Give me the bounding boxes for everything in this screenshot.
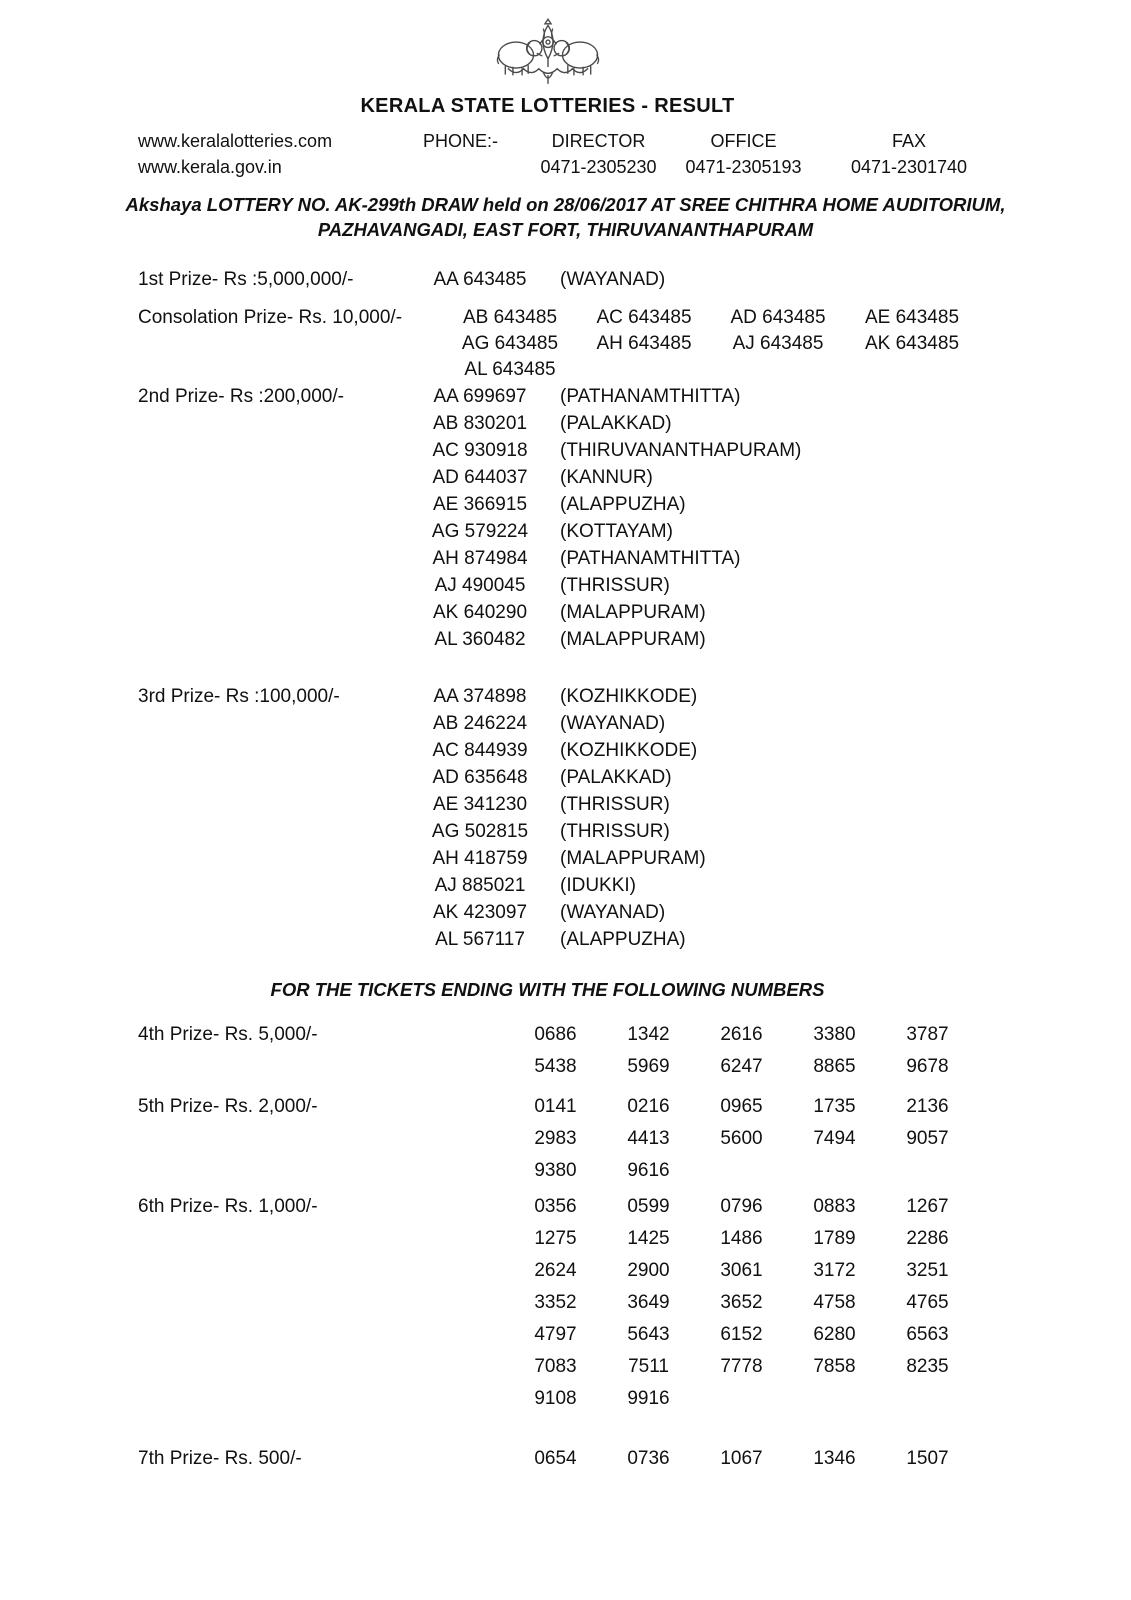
winner-location: (PALAKKAD) [560,767,672,788]
consolation-ticket: AH 643485 [596,333,692,354]
director-label: DIRECTOR [551,131,646,151]
ending-number: 6247 [720,1056,763,1077]
ending-number: 0654 [534,1448,577,1469]
third-prize-section [138,683,1131,953]
ending-number: 3352 [534,1292,577,1313]
ending-number: 6563 [906,1324,949,1345]
winner-row [420,464,801,491]
winner-ticket: AL 360482 [434,629,526,650]
seventh-prize-numbers [509,1443,974,1475]
ending-number: 4413 [627,1128,670,1149]
ending-number: 1267 [906,1196,949,1217]
ending-number: 2286 [906,1228,949,1249]
winner-row [420,683,706,710]
ending-number: 1486 [720,1228,763,1249]
ending-number: 9108 [534,1388,577,1409]
ending-number: 2136 [906,1096,949,1117]
draw-info-line1: Akshaya LOTTERY NO. AK-299th DRAW held on 28/06/2017 AT SREE CHITHRA HOME AUDITORIUM, [125,194,1006,215]
ending-number: 1342 [627,1024,670,1045]
winner-location: (KANNUR) [560,467,653,488]
ending-number: 0883 [813,1196,856,1217]
winner-ticket: AD 644037 [432,467,528,488]
winner-row [420,545,801,572]
seventh-prize-section [138,1443,1131,1475]
first-prize-location: (WAYANAD) [560,269,666,290]
winner-location: (KOZHIKKODE) [560,686,698,707]
winner-ticket: AG 502815 [431,821,529,842]
ending-number: 6280 [813,1324,856,1345]
ending-number: 3172 [813,1260,856,1281]
first-prize-row [138,266,1131,293]
winner-ticket: AA 699697 [433,386,527,407]
page-title: KERALA STATE LOTTERIES - RESULT [360,95,735,117]
ending-number: 2900 [627,1260,670,1281]
winner-ticket: AC 930918 [432,440,528,461]
winner-row [420,572,801,599]
ending-number: 2616 [720,1024,763,1045]
fax-phone: 0471-2301740 [850,157,968,177]
draw-info-line2: PAZHAVANGADI, EAST FORT, THIRUVANANTHAPURAM [317,219,814,240]
ending-number: 3652 [720,1292,763,1313]
winner-location: (MALAPPURAM) [560,602,706,623]
consolation-ticket: AG 643485 [461,333,559,354]
third-prize-label: 3rd Prize- Rs :100,000/- [138,686,340,707]
winner-row [420,791,706,818]
consolation-ticket: AJ 643485 [732,333,824,354]
website-url-2: www.kerala.gov.in [138,157,282,177]
ending-number: 3787 [906,1024,949,1045]
ending-numbers-header: FOR THE TICKETS ENDING WITH THE FOLLOWING NUMBERS [270,979,825,1000]
fifth-prize-label: 5th Prize- Rs. 2,000/- [138,1096,318,1117]
winner-location: (PATHANAMTHITTA) [560,548,741,569]
ending-number: 2624 [534,1260,577,1281]
center-capital-shape [542,19,553,66]
winner-row [420,437,801,464]
consolation-ticket: AE 643485 [864,307,960,328]
ending-number: 5600 [720,1128,763,1149]
winner-location: (WAYANAD) [560,713,666,734]
director-phone: 0471-2305230 [540,157,657,177]
winner-ticket: AB 830201 [432,413,528,434]
sixth-prize-numbers [509,1191,974,1415]
consolation-tickets [443,305,979,383]
second-prize-label: 2nd Prize- Rs :200,000/- [138,386,344,407]
base-garland-shape [508,69,587,83]
winner-ticket: AD 635648 [432,767,528,788]
ending-number: 4758 [813,1292,856,1313]
ending-number: 9678 [906,1056,949,1077]
winner-location: (THRISSUR) [560,821,670,842]
winner-location: (PALAKKAD) [560,413,672,434]
ending-number: 0141 [534,1096,577,1117]
document-header [0,14,1131,118]
ending-number: 9916 [627,1388,670,1409]
winner-ticket: AH 418759 [432,848,528,869]
winner-location: (ALAPPUZHA) [560,929,686,950]
winner-ticket: AE 341230 [432,794,528,815]
winner-location: (THRISSUR) [560,794,670,815]
contact-spacer [423,154,536,180]
consolation-prize-section [138,305,1131,383]
website-url-1: www.keralalotteries.com [138,131,333,151]
winner-row [420,491,801,518]
ending-number: 3649 [627,1292,670,1313]
winner-row [420,737,706,764]
kerala-state-emblem-icon [487,14,609,90]
winner-ticket: AA 374898 [433,686,527,707]
winner-ticket: AL 567117 [435,929,525,950]
ending-number: 0599 [627,1196,670,1217]
ending-number: 1346 [813,1448,856,1469]
winner-location: (THIRUVANANTHAPURAM) [560,440,802,461]
ending-number: 4797 [534,1324,577,1345]
ending-number: 6152 [720,1324,763,1345]
fax-label: FAX [891,131,926,151]
ending-number: 7494 [813,1128,856,1149]
second-prize-winners [420,383,801,653]
ending-number: 0736 [627,1448,670,1469]
winner-row [420,410,801,437]
office-label: OFFICE [710,131,777,151]
consolation-prize-label: Consolation Prize- Rs. 10,000/- [138,307,403,328]
fourth-prize-label: 4th Prize- Rs. 5,000/- [138,1024,318,1045]
winner-row [420,518,801,545]
ending-number: 8865 [813,1056,856,1077]
third-prize-winners [420,683,706,953]
winner-location: (IDUKKI) [560,875,636,896]
winner-location: (MALAPPURAM) [560,848,706,869]
winner-row [420,872,706,899]
winner-row [420,899,706,926]
ending-number: 4765 [906,1292,949,1313]
ending-number: 5643 [627,1324,670,1345]
ending-number: 9380 [534,1160,577,1181]
ending-number: 0965 [720,1096,763,1117]
ending-number: 1789 [813,1228,856,1249]
winner-row [420,845,706,872]
winner-ticket: AK 640290 [432,602,528,623]
ending-number: 1275 [534,1228,577,1249]
ending-number: 1067 [720,1448,763,1469]
ending-number: 7858 [813,1356,856,1377]
consolation-ticket: AC 643485 [596,307,692,328]
winner-location: (WAYANAD) [560,902,666,923]
winner-row [420,626,801,653]
contact-info [138,128,1131,180]
fifth-prize-section [138,1091,1131,1187]
ending-number: 7083 [534,1356,577,1377]
winner-location: (KOZHIKKODE) [560,740,698,761]
left-elephant-shape [497,29,544,75]
ending-number: 3380 [813,1024,856,1045]
seventh-prize-label: 7th Prize- Rs. 500/- [138,1448,302,1469]
winner-ticket: AE 366915 [432,494,528,515]
draw-info [0,192,1131,242]
ending-number: 3061 [720,1260,763,1281]
winner-location: (PATHANAMTHITTA) [560,386,741,407]
winner-row [420,599,801,626]
ending-number: 5969 [627,1056,670,1077]
right-elephant-shape [551,29,598,75]
winner-ticket: AJ 490045 [434,575,526,596]
ending-number: 9616 [627,1160,670,1181]
first-prize-label: 1st Prize- Rs :5,000,000/- [138,269,354,290]
ending-number: 8235 [906,1356,949,1377]
winner-row [420,818,706,845]
winner-ticket: AB 246224 [432,713,528,734]
winner-ticket: AK 423097 [432,902,528,923]
consolation-ticket: AK 643485 [864,333,960,354]
first-prize-ticket: AA 643485 [433,269,527,290]
winner-ticket: AH 874984 [432,548,528,569]
sixth-prize-section [138,1191,1131,1415]
consolation-ticket: AL 643485 [464,359,556,380]
fourth-prize-numbers [509,1019,974,1083]
ending-number: 0796 [720,1196,763,1217]
winner-row [420,383,801,410]
ending-number: 0216 [627,1096,670,1117]
winner-ticket: AG 579224 [431,521,529,542]
ending-number: 2983 [534,1128,577,1149]
phone-label: PHONE:- [423,131,499,151]
ending-number: 1425 [627,1228,670,1249]
winner-location: (MALAPPURAM) [560,629,706,650]
fourth-prize-section [138,1019,1131,1083]
ending-number: 0356 [534,1196,577,1217]
winner-location: (THRISSUR) [560,575,670,596]
winner-ticket: AC 844939 [432,740,528,761]
sixth-prize-label: 6th Prize- Rs. 1,000/- [138,1196,318,1217]
ending-number: 7511 [628,1356,669,1377]
winner-row [420,764,706,791]
winner-ticket: AJ 885021 [434,875,526,896]
ending-number: 5438 [534,1056,577,1077]
consolation-ticket: AB 643485 [462,307,558,328]
ending-number: 1507 [906,1448,949,1469]
fifth-prize-numbers [509,1091,974,1187]
office-phone: 0471-2305193 [685,157,802,177]
winner-row [420,710,706,737]
ending-number: 1735 [813,1096,856,1117]
winner-row [420,926,706,953]
winner-location: (ALAPPUZHA) [560,494,686,515]
ending-number: 9057 [906,1128,949,1149]
second-prize-section [138,383,1131,653]
consolation-ticket: AD 643485 [730,307,826,328]
ending-number: 7778 [720,1356,763,1377]
ending-number: 0686 [534,1024,577,1045]
ending-number: 3251 [906,1260,949,1281]
winner-location: (KOTTAYAM) [560,521,673,542]
